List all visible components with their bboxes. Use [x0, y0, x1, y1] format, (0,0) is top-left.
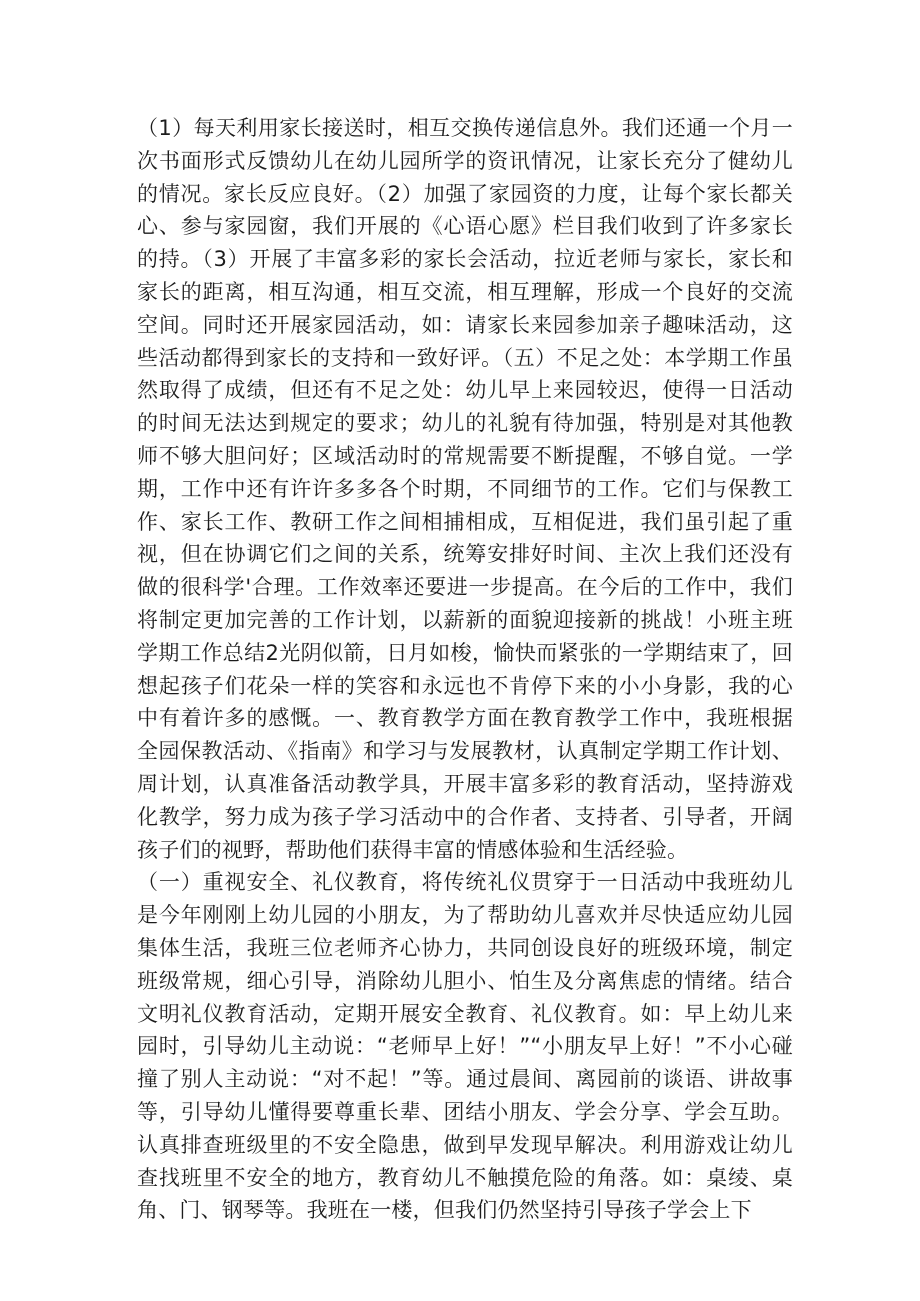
paragraph-1: （1）每天利用家长接送时，相互交换传递信息外。我们还通一个月一次书面形式反馈幼儿在幼儿园所学的资讯情况，让家长充分了健幼儿的情况。家长反应良好。（2）加强了家园资的力度，让每个家长都关心、参与家园窗，我们开展的《心语心愿》栏目我们收到了许多家长的持。（3）开展了丰富多彩的家长会活动，拉近老师与家长，家长和家长的距离，相互沟通，相互交流，相互理解，形成一个良好的交流空间。同时还开展家园活动，如：请家长来园参加亲子趣味活动，这些活动都得到家长的支持和一致好评。（五）不足之处：本学期工作虽然取得了成绩，但还有不足之处：幼儿早上来园较迟，使得一日活动的时间无法达到规定的要求；幼儿的礼貌有待加强，特别是对其他教师不够大胆问好；区域活动时的常规需要不断提醒，不够自觉。一学期，工作中还有许许多多各个时期，不同细节的工作。它们与保教工作、家长工作、教研工作之间相捕相成，互相促进，我们虽引起了重视，但在协调它们之间的关系，统筹安排好时间、主次上我们还没有做的很科学'合理。工作效率还要进一步提高。在今后的工作中，我们将制定更加完善的工作计划，以薪新的面貌迎接新的挑战！小班主班学期工作总结2光阴似箭，日月如梭，愉快而紧张的一学期结束了，回想起孩子们花朵一样的笑容和永远也不肯停下来的小小身影，我的心中有着许多的感慨。一、教育教学方面在教育教学工作中，我班根据全园保教活动、《指南》和学习与发展教材，认真制定学期工作计划、周计划，认真准备活动教学具，开展丰富多彩的教育活动，坚持游戏化教学，努力成为孩子学习活动中的合作者、支持者、引导者，开阔孩子们的视野，帮助他们获得丰富的情感体验和生活经验。 — [137, 116, 793, 862]
document-body — [137, 112, 793, 1227]
paragraph-2: （一）重视安全、礼仪教育，将传统礼仪贯穿于一日活动中我班幼儿是今年刚刚上幼儿园的小朋友，为了帮助幼儿喜欢并尽快适应幼儿园集体生活，我班三位老师齐心协力，共同创设良好的班级环境，制定班级常规，细心引导，消除幼儿胆小、怕生及分离焦虑的情绪。结合文明礼仪教育活动，定期开展安全教育、礼仪教育。如：早上幼儿来园时，引导幼儿主动说：“老师早上好！”“小朋友早上好！”不小心碰撞了别人主动说：“对不起！”等。通过晨间、离园前的谈语、讲故事等，引导幼儿懂得要尊重长辈、团结小朋友、学会分享、学会互助。认真排查班级里的不安全隐患，做到早发现早解决。利用游戏让幼儿查找班里不安全的地方，教育幼儿不触摸危险的角落。如：桌绫、桌角、门、钢琴等。我班在一楼，但我们仍然坚持引导孩子学会上下 — [137, 870, 793, 1223]
